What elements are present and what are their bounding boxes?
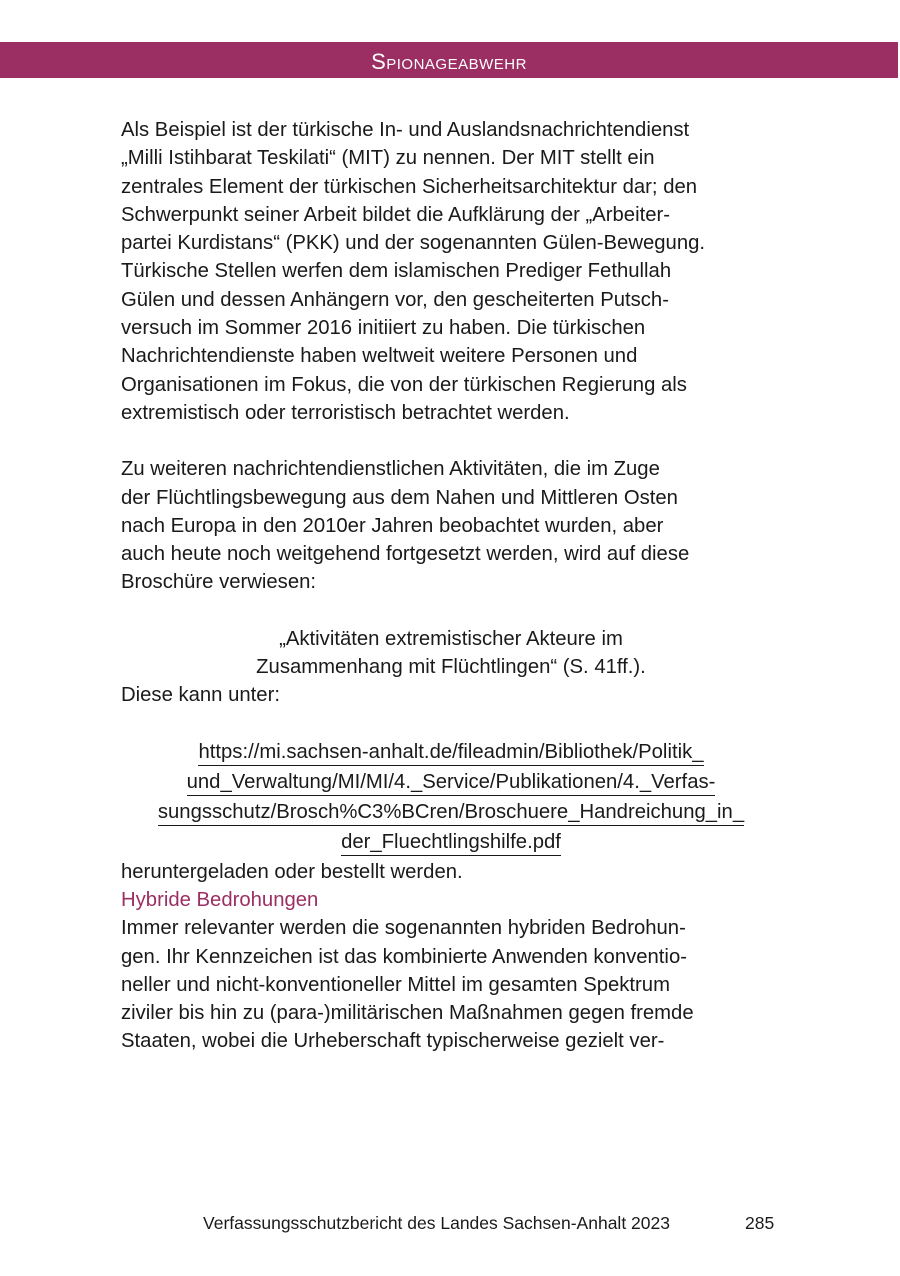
- text-line: Staaten, wobei die Urheberschaft typischerweise gezielt ver-: [121, 1030, 665, 1053]
- text-line: neller und nicht-konventioneller Mittel im gesamten Spektrum: [121, 973, 670, 996]
- text-line: Broschüre verwiesen:: [121, 571, 317, 594]
- brochure-link[interactable]: [121, 738, 781, 858]
- text-line: partei Kurdistans“ (PKK) und der sogenannten Gülen-Bewegung.: [121, 232, 706, 255]
- text-line: gen. Ihr Kennzeichen ist das kombinierte Anwenden konventio-: [121, 945, 687, 968]
- text-line: Als Beispiel ist der türkische In- und Auslandsnachrichtendienst: [121, 119, 690, 141]
- text-line: Schwerpunkt seiner Arbeit bildet die Aufklärung der „Arbeiter-: [121, 203, 671, 226]
- text-line: nach Europa in den 2010er Jahren beobachtet wurden, aber: [121, 514, 664, 537]
- paragraph-hybride-bedrohungen: [121, 914, 781, 1055]
- quote-line: Zusammenhang mit Flüchtlingen“ (S. 41ff.).: [256, 656, 646, 679]
- text-line: Diese kann unter:: [121, 684, 280, 707]
- text-line: Zu weiteren nachrichtendienstlichen Aktivitäten, die im Zuge: [121, 458, 660, 481]
- text-line: Immer relevanter werden die sogenannten hybriden Bedrohun-: [121, 917, 686, 940]
- text-line: auch heute noch weitgehend fortgesetzt werden, wird auf diese: [121, 543, 690, 566]
- section-title: Spionageabwehr: [371, 49, 527, 74]
- brochure-quote: [121, 625, 781, 682]
- subsection-heading: Hybride Bedrohungen: [121, 888, 319, 911]
- text-line: extremistisch oder terroristisch betrachtet werden.: [121, 401, 570, 424]
- link-line[interactable]: sungsschutz/Brosch%C3%BCren/Broschuere_Handreichung_in_: [158, 799, 744, 826]
- text-line: Organisationen im Fokus, die von der türkischen Regierung als: [121, 373, 687, 396]
- link-line[interactable]: https://mi.sachsen-anhalt.de/fileadmin/Bibliothek/Politik_: [198, 739, 703, 766]
- text-line: der Flüchtlingsbewegung aus dem Nahen und Mittleren Osten: [121, 486, 678, 509]
- footer-title: Verfassungsschutzbericht des Landes Sachsen-Anhalt 2023: [203, 1213, 670, 1233]
- text-line: Nachrichtendienste haben weltweit weitere Personen und: [121, 345, 638, 368]
- link-line[interactable]: der_Fluechtlingshilfe.pdf: [341, 829, 561, 856]
- text-line: ziviler bis hin zu (para-)militärischen Maßnahmen gegen fremde: [121, 1002, 694, 1025]
- text-line: „Milli Istihbarat Teskilati“ (MIT) zu nennen. Der MIT stellt ein: [121, 147, 655, 170]
- text-line: Gülen und dessen Anhängern vor, den gescheiterten Putsch-: [121, 288, 669, 311]
- text-line: zentrales Element der türkischen Sicherheitsarchitektur dar; den: [121, 175, 698, 198]
- paragraph-fluechtlingsbewegung: [121, 455, 781, 596]
- text-line: Türkische Stellen werfen dem islamischen Prediger Fethullah: [121, 260, 672, 283]
- text-line: versuch im Sommer 2016 initiiert zu haben. Die türkischen: [121, 317, 646, 340]
- paragraph-mit: [121, 116, 781, 427]
- section-banner: [0, 42, 898, 78]
- quote-line: „Aktivitäten extremistischer Akteure im: [279, 627, 623, 650]
- page-content: [121, 116, 781, 1056]
- text-line: heruntergeladen oder bestellt werden.: [121, 860, 463, 883]
- page-number: 285: [745, 1213, 775, 1233]
- link-line[interactable]: und_Verwaltung/MI/MI/4._Service/Publikationen/4._Verfas-: [187, 769, 716, 796]
